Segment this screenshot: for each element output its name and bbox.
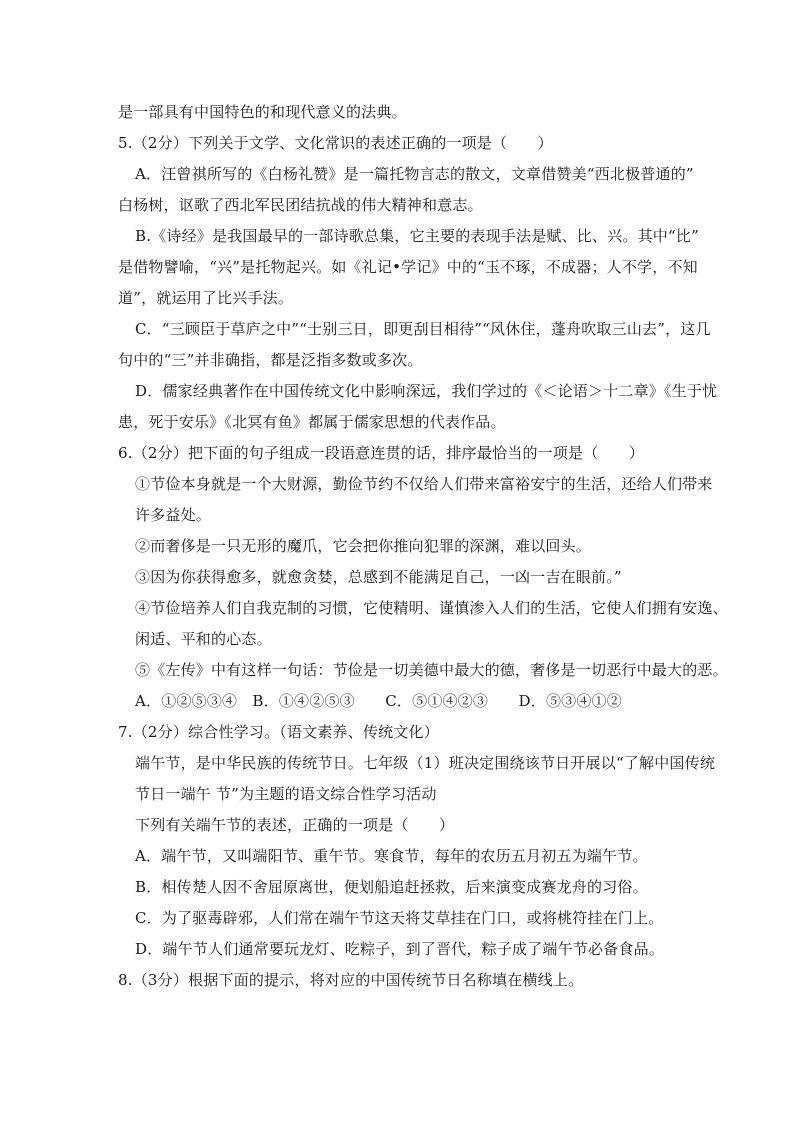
question-6-options: A．①②⑤③④ B．①④②⑤③ C．⑤①④②③ D．⑤③④①② [135, 692, 622, 710]
question-7-option-b: B．相传楚人因不舍屈原离世，便划船追赶拯救，后来演变成赛龙舟的习俗。 [135, 878, 648, 896]
question-5-option-b: B.《诗经》是我国最早的一部诗歌总集，它主要的表现手法是赋、比、兴。其中“比” [135, 227, 699, 245]
question-6-sentence-5: ⑤《左传》中有这样一句话：节俭是一切美德中最大的德，奢侈是一切恶行中最大的恶。 [135, 661, 728, 679]
question-5-option-a: A．汪曾祺所写的《白杨礼赞》是一篇托物言志的散文，文章借赞美“西北极普通的” [135, 165, 694, 183]
question-7-option-a: A．端午节，又叫端阳节、重午节。寒食节，每年的农历五月初五为端午节。 [135, 847, 648, 865]
question-5-option-d: D．儒家经典著作在中国传统文化中影响深远，我们学过的《＜论语＞十二章》《生于忧 [135, 382, 718, 400]
question-7-option-d: D．端午节人们通常要玩龙灯、吃粽子，到了晋代，粽子成了端午节必备食品。 [135, 940, 665, 958]
question-7-stem: 7.（2分）综合性学习。（语文素养、传统文化） [118, 723, 439, 741]
text-line: 是一部具有中国特色的和现代意义的法典。 [118, 103, 407, 121]
question-5-stem: 5.（2分）下列关于文学、文化常识的表述正确的一项是（ ） [118, 134, 553, 152]
question-5-option-d-cont: 患，死于安乐》《北冥有鱼》都属于儒家思想的代表作品。 [118, 413, 506, 431]
question-5-option-b-cont: 是借物譬喻，“兴”是托物起兴。如《礼记•学记》中的“玉不琢，不成器；人不学，不知 [118, 258, 698, 276]
question-6-sentence-4: ④节俭培养人们自我克制的习惯，它使精明、谨慎渗入人们的生活，它使人们拥有安逸、 [135, 599, 728, 617]
question-7-prompt: 下列有关端午节的表述，正确的一项是（ ） [135, 816, 455, 834]
question-6-sentence-4-cont: 闲适、平和的心态。 [135, 630, 272, 648]
question-5-option-c: C．“三顾臣于草庐之中”“士别三日，即更刮目相待”“风休住，蓬舟吹取三山去”，这几 [135, 320, 711, 338]
question-5-option-b-cont: 道”，就运用了比兴手法。 [118, 289, 294, 307]
question-7-intro: 端午节，是中华民族的传统节日。七年级（1）班决定围绕该节日开展以“了解中国传统 [135, 754, 716, 772]
question-7-intro-cont: 节日一端午 节”为主题的语文综合性学习活动 [135, 785, 437, 803]
question-6-sentence-3: ③因为你获得愈多，就愈贪婪，总感到不能满足自己，一凶一吉在眼前。” [135, 568, 622, 586]
question-7-option-c: C．为了驱毒辟邪，人们常在端午节这天将艾草挂在门口，或将桃符挂在门上。 [135, 909, 664, 927]
question-5-option-a-cont: 白杨树，讴歌了西北军民团结抗战的伟大精神和意志。 [118, 196, 483, 214]
question-6-sentence-1-cont: 许多益处。 [135, 506, 212, 524]
question-6-stem: 6.（2分）把下面的句子组成一段语意连贯的话，排序最恰当的一项是（ ） [118, 444, 645, 462]
question-8-stem: 8.（3分）根据下面的提示，将对应的中国传统节日名称填在横线上。 [118, 971, 584, 989]
question-5-option-c-cont: 句中的“三”并非确指，都是泛指多数或多次。 [118, 351, 423, 369]
question-6-sentence-1: ①节俭本身就是一个大财源，勤俭节约不仅给人们带来富裕安宁的生活，还给人们带来 [135, 475, 713, 493]
question-6-sentence-2: ②而奢侈是一只无形的魔爪，它会把你推向犯罪的深渊，难以回头。 [135, 537, 592, 555]
